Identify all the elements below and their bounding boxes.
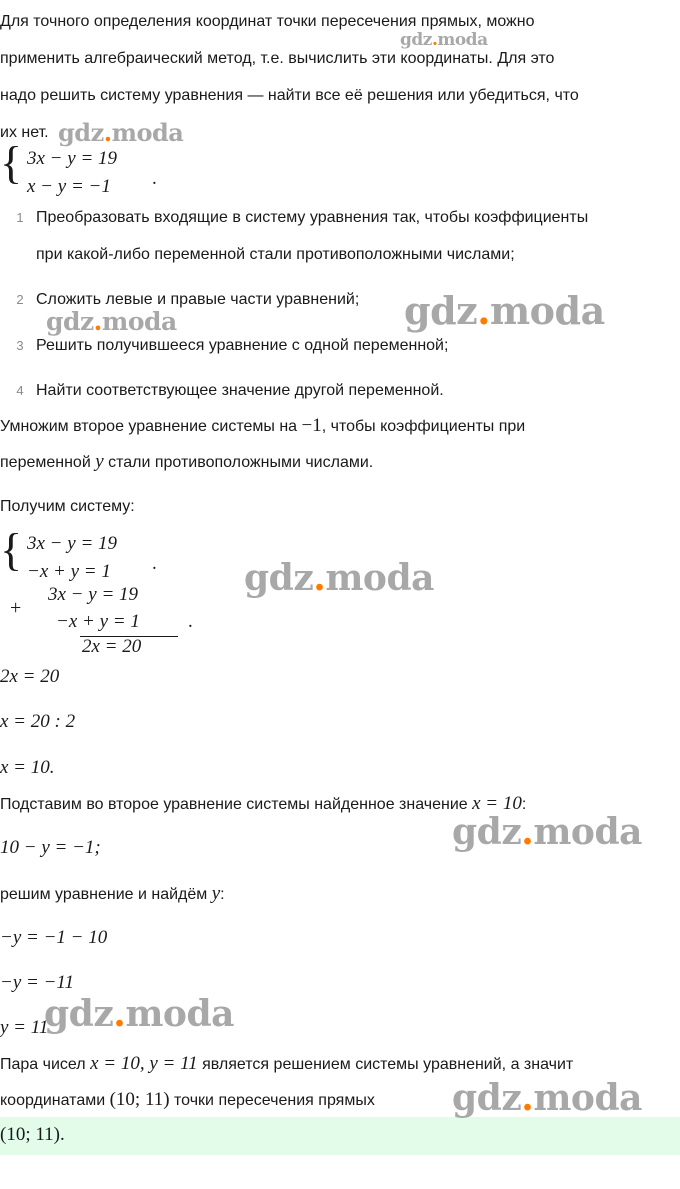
system-1-eq-2: x − y = −1	[27, 176, 111, 197]
multiply-line2-post: стали противоположными числами.	[103, 454, 374, 471]
system-brace: {	[0, 524, 23, 575]
watermark-logo: gdz.moda	[452, 1077, 642, 1119]
conclusion-pair: x = 10, y = 11	[90, 1053, 198, 1074]
conclusion-line2-pre: координатами	[0, 1092, 110, 1109]
solve-y-2: −y = −11	[0, 972, 74, 993]
solve-y-3: y = 11.	[0, 1017, 54, 1038]
step-number: 2	[16, 292, 24, 307]
watermark-logo: gdz.moda	[58, 118, 184, 147]
multiply-line2-pre: переменной	[0, 454, 96, 471]
plus-sign: +	[10, 597, 22, 619]
solve-x-1: 2x = 20	[0, 666, 60, 687]
watermark-logo: gdz.moda	[400, 30, 488, 50]
intro-line-3: надо решить систему уравнения — найти все её решения или убедиться, что	[0, 87, 579, 104]
system-1-end: .	[152, 168, 157, 189]
find-y-end: :	[220, 886, 225, 903]
multiply-factor: −1	[301, 415, 322, 436]
conclusion-line2-post: точки пересечения прямых	[169, 1092, 375, 1109]
intro-line-2: применить алгебраический метод, т.е. вычислить эти координаты. Для это	[0, 50, 555, 67]
substitute-equation: 10 − y = −1;	[0, 837, 101, 858]
multiply-line-1	[0, 408, 525, 445]
step-4-text: Найти соответствующее значение другой переменной.	[36, 382, 444, 399]
system-2-eq-2: −x + y = 1	[27, 561, 111, 582]
step-2-text: Сложить левые и правые части уравнений;	[36, 291, 360, 308]
watermark-logo: gdz.moda	[244, 557, 434, 599]
conclusion-coords: (10; 11)	[109, 1089, 170, 1110]
step-1-line-1: Преобразовать входящие в систему уравнения так, чтобы коэффициенты	[36, 209, 589, 226]
substitute-label: Подставим во второе уравнение системы найденное значение	[0, 796, 473, 813]
step-1-line-2: при какой-либо переменной стали противоположными числами;	[36, 246, 515, 263]
conclusion-pre: Пара чисел	[0, 1056, 91, 1073]
multiply-pre: Умножим второе уравнение системы на	[0, 418, 302, 435]
find-y-var: y	[211, 883, 221, 904]
multiply-post: , чтобы коэффициенты при	[321, 418, 526, 435]
solve-x-3: x = 10.	[0, 757, 55, 778]
multiply-line-2	[0, 444, 373, 481]
solve-x-2: x = 20 : 2	[0, 711, 76, 732]
system-2-end: .	[152, 553, 157, 574]
substitute-value: x = 10	[472, 793, 522, 814]
step-number: 4	[16, 383, 24, 398]
solve-y-1: −y = −1 − 10	[0, 927, 108, 948]
answer-highlight	[0, 1117, 680, 1155]
addition-eq-2: −x + y = 1	[56, 611, 140, 632]
find-y-text	[0, 876, 225, 913]
watermark-logo: gdz.moda	[46, 307, 177, 336]
addition-end: .	[188, 611, 193, 632]
conclusion-line-2	[0, 1082, 375, 1119]
watermark-logo: gdz.moda	[452, 811, 642, 853]
addition-eq-1: 3x − y = 19	[48, 584, 139, 605]
step-number: 3	[16, 338, 24, 353]
addition-result: 2x = 20	[82, 636, 142, 657]
system-2-eq-1: 3x − y = 19	[27, 533, 118, 554]
conclusion-post: является решением системы уравнений, а значит	[197, 1056, 574, 1073]
step-number: 1	[16, 210, 24, 225]
multiply-var: y	[95, 451, 104, 472]
find-y-label: решим уравнение и найдём	[0, 886, 212, 903]
system-brace: {	[0, 137, 23, 188]
step-3-text: Решить получившееся уравнение с одной переменной;	[36, 337, 449, 354]
system-1-eq-1: 3x − y = 19	[27, 148, 118, 169]
watermark-logo: gdz.moda	[404, 288, 605, 333]
substitute-text	[0, 786, 526, 823]
get-system-text: Получим систему:	[0, 498, 135, 515]
answer: (10; 11).	[0, 1124, 65, 1145]
intro-line-4: их нет.	[0, 124, 49, 141]
watermark-logo: gdz.moda	[44, 993, 234, 1035]
intro-line-1: Для точного определения координат точки пересечения прямых, можно	[0, 13, 535, 30]
substitute-end: :	[521, 796, 527, 813]
